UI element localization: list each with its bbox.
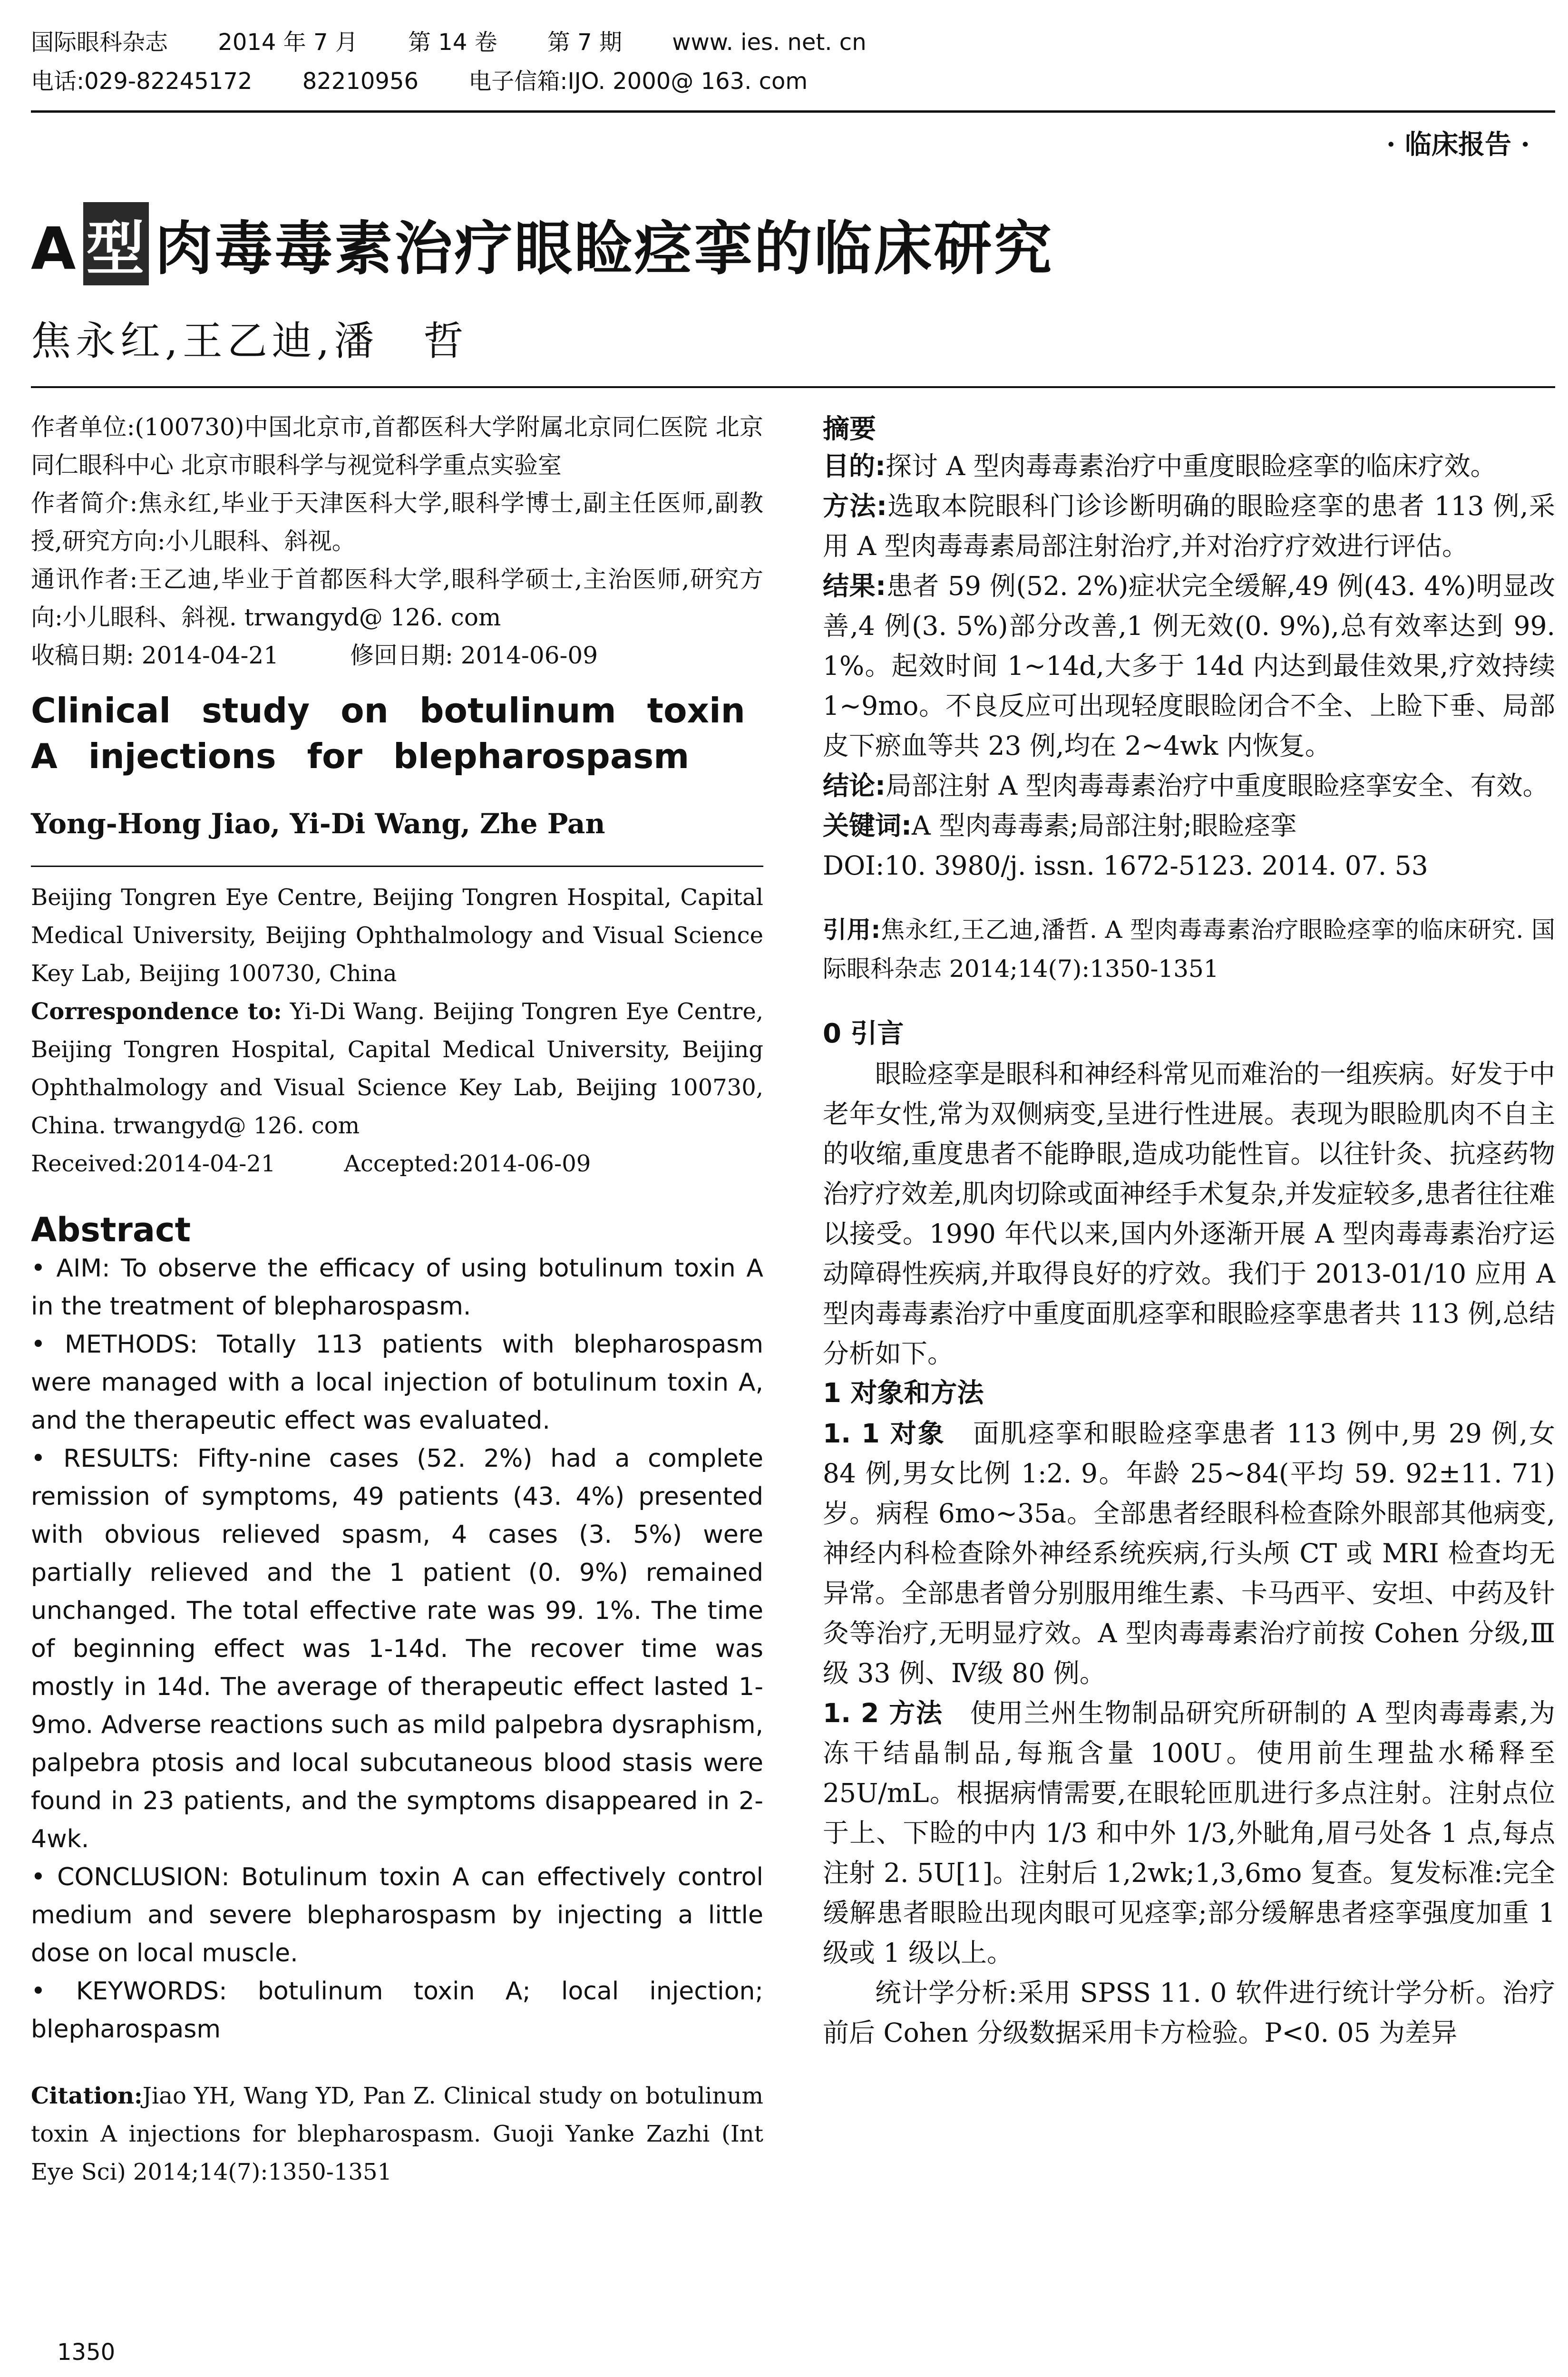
item-label: 结论:	[823, 770, 886, 801]
journal-volume: 第 14 卷	[408, 29, 497, 56]
item-text: 探讨 A 型肉毒毒素治疗中重度眼睑痉挛的临床疗效。	[886, 451, 1497, 481]
doi: DOI:10. 3980/j. issn. 1672-5123. 2014. 07. 53	[823, 850, 1428, 881]
correspondence-text: Yi-Di Wang. Beijing Tongren Eye Centre, Beijing Tongren Hospital, Capital Medical University, Beijing Ophthalmology and Visual Science Key Lab, Beijing 100730, China. trwangyd@ 126. com	[31, 998, 764, 1139]
journal-phone: 电话:029-82245172	[31, 68, 253, 95]
abstract-aim: • AIM: To observe the efficacy of using botulinum toxin A in the treatment of blepharospasm.	[31, 1254, 763, 1321]
title-rest: 肉毒毒素治疗眼睑痉挛的临床研究	[155, 215, 1054, 283]
chinese-citation	[823, 910, 1555, 988]
correspondence	[31, 993, 763, 1145]
subsection-text: 使用兰州生物制品研究所研制的 A 型肉毒毒素,为冻干结晶制品,每瓶含量 100U。使用前生理盐水稀释至 25U/mL。根据病情需要,在眼轮匝肌进行多点注射。注射点位于上、下睑的中内 1/3 和中外 1/3,外眦角,眉弓处各 1 点,每点注射 2. 5U[1]。注射后 1,2wk;1,3,6mo 复查。复发标准:完全缓解患者眼睑出现肉眼可见痉挛;部分缓解患者痉挛强度加重 1 级或 1 级以上。	[823, 1698, 1556, 1968]
journal-website: www. ies. net. cn	[672, 29, 867, 56]
journal-issue: 第 7 期	[547, 29, 622, 56]
item-text: A 型肉毒毒素;局部注射;眼睑痉挛	[912, 810, 1297, 841]
subjects-paragraph	[823, 1413, 1555, 1693]
item-label: 关键词:	[823, 810, 912, 841]
chinese-abstract	[823, 446, 1555, 886]
item-text: 选取本院眼科门诊诊断明确的眼睑痉挛的患者 113 例,采用 A 型肉毒毒素局部注射治疗,并对治疗疗效进行评估。	[823, 491, 1555, 561]
header-rule	[31, 110, 1555, 113]
title-rule	[31, 386, 1555, 388]
correspondence-label: Correspondence to:	[31, 998, 282, 1025]
abstract-heading: Abstract	[31, 1210, 191, 1249]
corresponding-author-cn: 通讯作者:王乙迪,毕业于首都医科大学,眼科学硕士,主治医师,研究方向:小儿眼科、斜视. trwangyd@ 126. com	[31, 565, 763, 631]
intro-paragraph: 眼睑痉挛是眼科和神经科常见而难治的一组疾病。好发于中老年女性,常为双侧病变,呈进行性进展。表现为眼睑肌肉不自主的收缩,重度患者不能睁眼,造成功能性盲。以往针灸、抗痉药物治疗疗效差,肌肉切除或面神经手术复杂,并发症较多,患者往往难以接受。1990 年代以来,国内外逐渐开展 A 型肉毒毒素治疗运动障碍性疾病,并取得良好的疗效。我们于 2013-01/10 应用 A 型肉毒毒素治疗中重度面肌痉挛和眼睑痉挛患者共 113 例,总结分析如下。	[823, 1059, 1556, 1369]
citation-text: Jiao YH, Wang YD, Pan Z. Clinical study on botulinum toxin A injections for blepharospasm. Guoji Yanke Zazhi (Int Eye Sci) 2014;14(7):1350-1351	[31, 2083, 763, 2185]
abstract-conclusion: • CONCLUSION: Botulinum toxin A can effectively control medium and severe blepharospasm by injecting a little dose on local muscle.	[31, 1863, 763, 1968]
english-abstract	[31, 1249, 763, 2048]
item-label: 结果:	[823, 571, 886, 601]
english-authors: Yong-Hong Jiao, Yi-Di Wang, Zhe Pan	[31, 808, 605, 840]
journal-date: 2014 年 7 月	[218, 29, 358, 56]
item-label: 方法:	[823, 491, 887, 521]
journal-name: 国际眼科杂志	[31, 29, 168, 56]
dates-cn: 收稿日期: 2014-04-21 修回日期: 2014-06-09	[31, 642, 598, 669]
left-column	[31, 408, 763, 2191]
cite-text: 焦永红,王乙迪,潘哲. A 型肉毒毒素治疗眼睑痉挛的临床研究. 国际眼科杂志 2014;14(7):1350-1351	[823, 916, 1555, 983]
abstract-item-results	[823, 566, 1555, 766]
author-info	[31, 408, 763, 674]
received-accepted: Received:2014-04-21 Accepted:2014-06-09	[31, 1150, 591, 1177]
statistics-paragraph: 统计学分析:采用 SPSS 11. 0 软件进行统计学分析。治疗前后 Cohen 分级数据采用卡方检验。P<0. 05 为差异	[823, 1978, 1555, 2048]
abstract-keywords: • KEYWORDS: botulinum toxin A; local injection; blepharospasm	[31, 1977, 763, 2044]
english-citation	[31, 2077, 763, 2191]
abstract-methods: • METHODS: Totally 113 patients with blepharospasm were managed with a local injection of botulinum toxin A, and the therapeutic effect was evaluated.	[31, 1330, 763, 1435]
item-text: 局部注射 A 型肉毒毒素治疗中重度眼睑痉挛安全、有效。	[886, 770, 1549, 801]
page-number: 1350	[57, 2339, 116, 2366]
title-prefix: A	[31, 215, 78, 283]
section-heading-intro: 0 引言	[823, 1018, 904, 1049]
journal-header	[31, 23, 1539, 101]
subsection-label: 1. 1 对象	[823, 1418, 945, 1449]
methods-paragraph	[823, 1693, 1555, 1973]
journal-phone2: 82210956	[302, 68, 419, 95]
abstract-item-keywords	[823, 806, 1555, 846]
affiliation-cn: 作者单位:(100730)中国北京市,首都医科大学附属北京同仁医院 北京同仁眼科中心 北京市眼科学与视觉科学重点实验室	[31, 413, 763, 479]
authors-cn: 焦永红,王乙迪,潘 哲	[31, 318, 468, 364]
subsection-text: 面肌痉挛和眼睑痉挛患者 113 例中,男 29 例,女 84 例,男女比例 1:2. 9。年龄 25~84(平均 59. 92±11. 71)岁。病程 6mo~35a。全部患者经眼科检查除外眼部其他病变,神经内科检查除外神经系统疾病,行头颅 CT 或 MRI 检查均无异常。全部患者曾分别服用维生素、卡马西平、安坦、中药及针灸等治疗,无明显疗效。A 型肉毒毒素治疗前按 Cohen 分级,Ⅲ级 33 例、Ⅳ级 80 例。	[823, 1418, 1556, 1688]
article-title	[31, 202, 1053, 285]
chinese-abstract-heading: 摘要	[823, 414, 876, 445]
journal-email: 电子信箱:IJO. 2000@ 163. com	[468, 68, 808, 95]
subsection-label: 1. 2 方法	[823, 1698, 943, 1728]
english-affiliation-block	[31, 878, 763, 1183]
citation-label: Citation:	[31, 2083, 143, 2109]
abstract-item-conclusion	[823, 766, 1555, 806]
author-bio-cn: 作者简介:焦永红,毕业于天津医科大学,眼科学博士,副主任医师,副教授,研究方向:小儿眼科、斜视。	[31, 489, 763, 555]
section-tag: · 临床报告 ·	[1386, 129, 1530, 160]
divider	[31, 866, 763, 867]
intro-body	[823, 1054, 1555, 1374]
abstract-item-aim	[823, 446, 1555, 486]
title-boxed-char: 型	[83, 202, 149, 285]
item-label: 目的:	[823, 451, 886, 481]
abstract-item-methods	[823, 486, 1555, 566]
cite-label: 引用:	[823, 916, 881, 944]
item-text: 患者 59 例(52. 2%)症状完全缓解,49 例(43. 4%)明显改善,4 例(3. 5%)部分改善,1 例无效(0. 9%),总有效率达到 99. 1%。起效时间 1~14d,大多于 14d 内达到最佳效果,疗效持续 1~9mo。不良反应可出现轻度眼睑闭合不全、上睑下垂、局部皮下瘀血等共 23 例,均在 2~4wk 内恢复。	[823, 571, 1555, 761]
english-affiliation: Beijing Tongren Eye Centre, Beijing Tongren Hospital, Capital Medical University, Beijing Ophthalmology and Visual Science Key Lab, Beijing 100730, China	[31, 884, 763, 987]
english-title: Clinical study on botulinum toxin A injections for blepharospasm	[31, 691, 745, 776]
right-column	[823, 408, 1555, 2053]
abstract-results: • RESULTS: Fifty-nine cases (52. 2%) had a complete remission of symptoms, 49 patients (43. 4%) presented with obvious relieved spasm, 4 cases (3. 5%) were partially relieved and the 1 patient (0. 9%) remained unchanged. The total effective rate was 99. 1%. The time of beginning effect was 1-14d. The recover time was mostly in 14d. The average of therapeutic effect lasted 1-9mo. Adverse reactions such as mild palpebra dysraphism, palpebra ptosis and local subcutaneous blood stasis were found in 23 patients, and the symptoms disappeared in 2-4wk.	[31, 1444, 763, 1853]
methods-body	[823, 1413, 1555, 2053]
section-heading-methods: 1 对象和方法	[823, 1378, 984, 1409]
